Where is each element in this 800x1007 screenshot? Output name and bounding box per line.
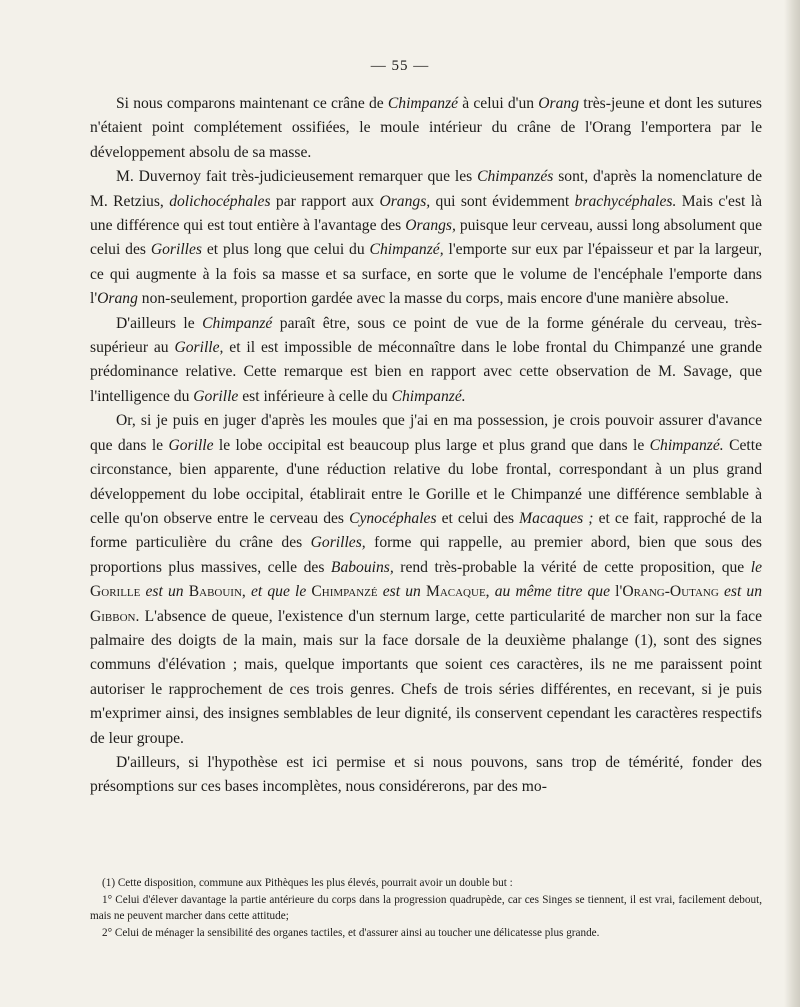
- page-edge: [784, 0, 800, 1007]
- text-run: Babouin: [188, 583, 242, 601]
- text-run: Si nous comparons maintenant ce crâne de: [116, 95, 388, 112]
- text-run: rend très-probable la vérité de cette proposition, que: [393, 558, 751, 576]
- text-run: Gorilles: [150, 241, 202, 259]
- text-run: Orangs,: [405, 217, 456, 235]
- text-run: Orang-Outang: [622, 583, 719, 601]
- text-run: M. Duvernoy fait très-judicieusement remarquer que les: [116, 168, 478, 186]
- text-run: à celui d'un: [458, 95, 539, 112]
- text-run: brachycéphales.: [574, 192, 677, 210]
- paragraph: [90, 312, 762, 410]
- text-run: par rapport aux: [270, 192, 380, 210]
- text-run: et il est impossible de méconnaître dans le lobe frontal du Chimpanzé une grande prédominance relative. Cette remarque est bien en rapport avec cette observation de M. Savage, que l'intelligence du: [90, 339, 762, 405]
- text-run: Mais c'est là une différence qui est tout entière à l'avantage des: [90, 192, 763, 235]
- text-run: Babouins,: [330, 558, 394, 576]
- text-run: Chimpanzé.: [391, 387, 466, 405]
- paragraph: [90, 92, 762, 165]
- text-run: est inférieure à celle du: [238, 387, 392, 405]
- text-run: est un: [140, 583, 189, 601]
- text-run: et ce fait, rapproché de la forme particulière du crâne des: [90, 509, 762, 552]
- text-run: et plus long que celui du: [201, 241, 370, 259]
- text-run: Cette circonstance, bien apparente, d'une réduction relative du lobe frontal, correspondant à un plus grand développement du lobe occipital, établirait entre le Gorille et le Chimpanzé une différence semblable à celle qu'on observe entre le cerveau des: [90, 436, 762, 527]
- text-run: Gorille,: [174, 339, 224, 357]
- text-run: le lobe occipital est beaucoup plus large et plus grand que dans le: [213, 436, 650, 454]
- text-run: Cynocéphales: [349, 509, 437, 527]
- paragraph: [90, 751, 762, 800]
- page-number: — 55 —: [370, 58, 430, 74]
- text-run: Chimpanzé: [311, 583, 378, 601]
- text-run: l'emporte sur eux par l'épaisseur et par la largeur, ce qui augmente à la fois sa masse et sa surface, en sorte que le volume de l'encéphale l'emporte dans l': [90, 241, 762, 308]
- text-run: sont, d'après la nomenclature de M. Retzius,: [90, 168, 762, 210]
- text-run: Chimpanzés: [477, 168, 554, 186]
- text-run: Or, si je puis en juger d'après les moules que j'ai en ma possession, je crois pouvoir assurer d'avance que dans le: [90, 412, 762, 454]
- text-run: . L'absence de queue, l'existence d'un sternum large, cette particularité de marcher non sur la face palmaire des doigts de la main, mais sur la face dorsale de la deuxième phalange (1), sont des signes communs d'élévation ; mais, quelque importants que soient ces caractères, ils ne me paraissent point autoriser le rapprochement de ces trois genres. Chefs de trois séries différentes, en recevant, si je puis m'exprimer ainsi, des insignes semblables de leur dignité, ils conservent cependant les caractères respectifs de leur groupe.: [90, 607, 762, 747]
- text-run: dolichocéphales: [169, 192, 271, 210]
- text-run: Orang: [538, 95, 580, 112]
- paragraph: [90, 165, 762, 311]
- text-run: l': [615, 583, 623, 601]
- text-run: qui sont évidemment: [430, 192, 575, 210]
- text-run: Chimpanzé.: [649, 436, 724, 454]
- text-run: Gibbon: [90, 607, 136, 625]
- text-run: ,: [485, 583, 495, 601]
- text-run: Gorille: [90, 583, 141, 601]
- text-run: est un: [718, 583, 763, 601]
- footnote: 1° Celui d'élever davantage la partie antérieure du corps dans la progression quadrupède, car ces Singes se tiennent, il est vrai, facilement debout, mais ne peuvent marcher dans cette attitude;: [90, 893, 762, 923]
- footnote: (1) Cette disposition, commune aux Pithèques les plus élevés, pourrait avoir un double but :: [102, 877, 513, 889]
- text-run: Macaque: [425, 583, 486, 601]
- text-run: le: [750, 558, 762, 576]
- paragraph: [90, 409, 762, 751]
- text-run: Macaques ;: [519, 509, 594, 527]
- text-run: ,: [241, 583, 251, 601]
- text-run: Chimpanzé: [387, 95, 459, 112]
- footnotes: [90, 875, 762, 941]
- text-run: est un: [377, 583, 426, 601]
- text-run: forme qui rappelle, au premier abord, bien que sous des proportions plus massives, celle des: [90, 534, 763, 576]
- footnote: 2° Celui de ménager la sensibilité des organes tactiles, et d'assurer ainsi au toucher une délicatesse plus grande.: [102, 926, 600, 939]
- text-run: et que le: [250, 583, 312, 601]
- body-text: [90, 92, 762, 800]
- text-run: Orangs,: [379, 192, 431, 210]
- text-run: D'ailleurs le: [116, 314, 203, 332]
- text-run: très-jeune et dont les sutures n'étaient point complétement ossifiées, le moule intérieur du crâne de l'Orang l'emportera par le développement absolu de sa masse.: [90, 95, 762, 161]
- text-run: paraît être, sous ce point de vue de la forme générale du cerveau, très-supérieur au: [90, 314, 762, 357]
- text-run: Gorilles,: [310, 534, 366, 552]
- text-run: puisque leur cerveau, aussi long absolument que celui des: [90, 217, 762, 259]
- text-run: D'ailleurs, si l'hypothèse est ici permise et si nous pouvons, sans trop de témérité, fonder des présomptions sur ces bases incomplètes, nous considérerons, par des mo-: [90, 753, 762, 796]
- text-run: Chimpanzé: [202, 314, 273, 332]
- text-run: et celui des: [436, 509, 520, 527]
- text-run: Gorille: [168, 436, 214, 454]
- text-run: Gorille: [193, 387, 239, 405]
- text-run: non-seulement, proportion gardée avec la masse du corps, mais encore d'une manière absolue.: [137, 290, 729, 308]
- text-run: Chimpanzé,: [369, 241, 444, 259]
- text-run: Orang: [97, 290, 138, 308]
- text-run: au même titre que: [494, 583, 616, 601]
